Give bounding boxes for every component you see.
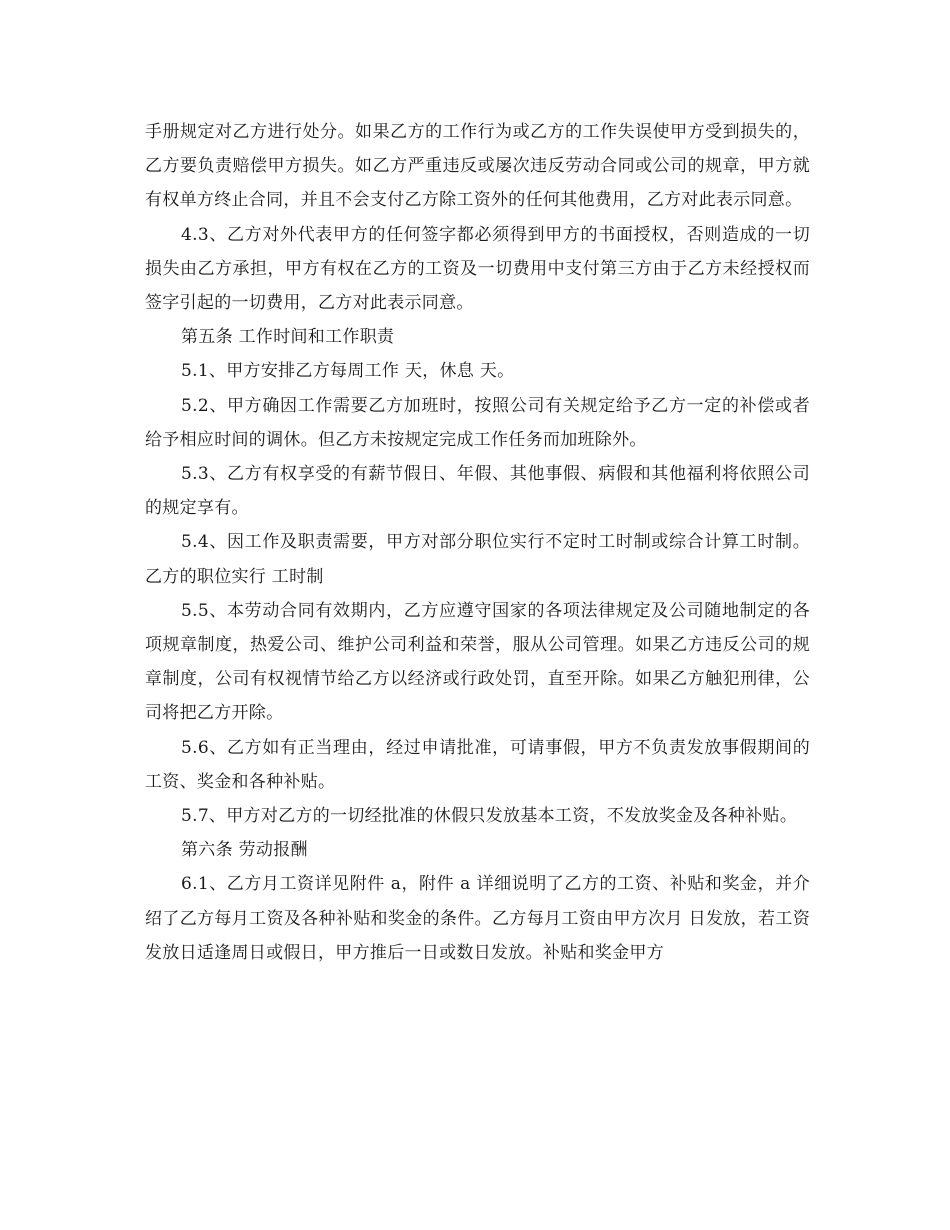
document-body (145, 115, 810, 970)
paragraph-6-1: 6.1、乙方月工资详见附件 a，附件 a 详细说明了乙方的工资、补贴和奖金，并介绍了乙方每月工资及各种补贴和奖金的条件。乙方每月工资由甲方次月 日发放，若工资发放日适逢周日或假日，甲方推后一日或数日发放。补贴和奖金甲方 (145, 874, 810, 963)
paragraph-5-5: 5.5、本劳动合同有效期内，乙方应遵守国家的各项法律规定及公司随地制定的各项规章制度，热爱公司、维护公司利益和荣誉，服从公司管理。如果乙方违反公司的规章制度，公司有权视情节给乙方以经济或行政处罚，直至开除。如果乙方触犯刑律，公司将把乙方开除。 (145, 600, 810, 724)
paragraph-5-4: 5.4、因工作及职责需要，甲方对部分职位实行不定时工时制或综合计算工时制。乙方的职位实行 工时制 (145, 532, 810, 587)
article-5-heading: 第五条 工作时间和工作职责 (181, 327, 395, 348)
paragraph-5-3: 5.3、乙方有权享受的有薪节假日、年假、其他事假、病假和其他福利将依照公司的规定享有。 (145, 464, 810, 519)
paragraph-5-1: 5.1、甲方安排乙方每周工作 天，休息 天。 (181, 361, 515, 382)
paragraph-4-3: 4.3、乙方对外代表甲方的任何签字都必须得到甲方的书面授权，否则造成的一切损失由乙方承担，甲方有权在乙方的工资及一切费用中支付第三方由于乙方未经授权而签字引起的一切费用，乙方对此表示同意。 (145, 224, 810, 314)
paragraph-5-6: 5.6、乙方如有正当理由，经过申请批准，可请事假，甲方不负责发放事假期间的工资、奖金和各种补贴。 (145, 737, 810, 792)
article-6-heading: 第六条 劳动报酬 (181, 840, 308, 861)
paragraph-5-2: 5.2、甲方确因工作需要乙方加班时，按照公司有关规定给予乙方一定的补偿或者给予相应时间的调休。但乙方未按规定完成工作任务而加班除外。 (145, 395, 810, 450)
paragraph-4-2-continuation: 手册规定对乙方进行处分。如果乙方的工作行为或乙方的工作失误使甲方受到损失的，乙方要负责赔偿甲方损失。如乙方严重违反或屡次违反劳动合同或公司的规章，甲方就有权单方终止合同，并且不会支付乙方除工资外的任何其他费用，乙方对此表示同意。 (145, 122, 810, 211)
paragraph-5-7: 5.7、甲方对乙方的一切经批准的休假只发放基本工资，不发放奖金及各种补贴。 (181, 806, 798, 827)
